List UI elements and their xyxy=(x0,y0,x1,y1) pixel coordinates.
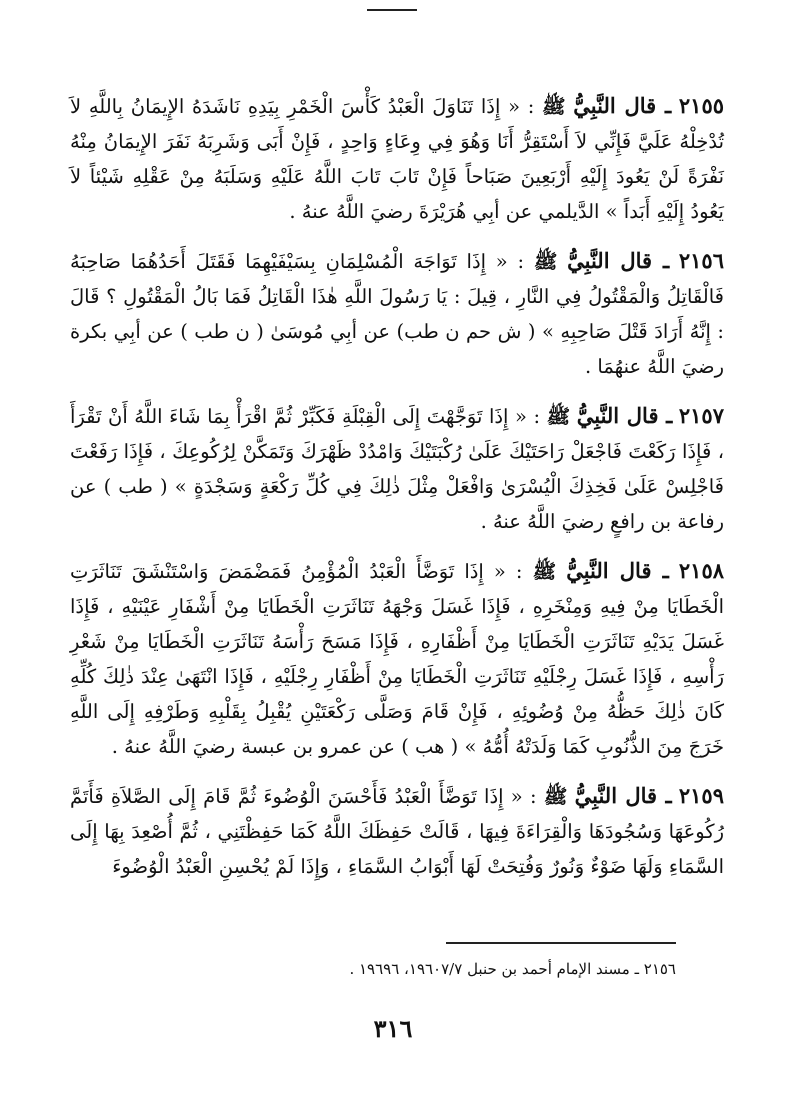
hadith-text: : « إِذَا تَوَضَّأَ الْعَبْدُ الْمُؤْمِنُ فَمَضْمَضَ وَاسْتَنْشَقَ تَنَاثَرَتِ الْخَطَايَا مِنْ فِيهِ وَمِنْخَرِهِ ، فَإِذَا غَسَلَ وَجْهَهُ تَنَاثَرَتِ الْخَطَايَا مِنْ أَشْفَارِ عَيْنَيْهِ ، فَإِذَا غَسَلَ يَدَيْهِ تَنَاثَرَتِ الْخَطَايَا مِنْ أَظْفَارِهِ ، فَإِذَا مَسَحَ رَأْسَهُ تَنَاثَرَتِ الْخَطَايَا مِنْ شَعْرِ رَأْسِهِ ، فَإِذَا غَسَلَ رِجْلَيْهِ تَنَاثَرَتِ الْخَطَايَا مِنْ أَظْفَارِ رِجْلَيْهِ ، فَإِذَا انْتَهَىٰ عِنْدَ ذٰلِكَ كُلِّهِ كَانَ ذٰلِكَ حَظُّهُ مِنْ وُضُوئِهِ ، فَإِنْ قَامَ وَصَلَّى رَكْعَتَيْنِ يُقْبِلُ بِقَلْبِهِ وَطَرْفِهِ إِلَى اللَّهِ خَرَجَ مِنَ الذُّنُوبِ كَمَا وَلَدَتْهُ أُمُّهُ » ( هب ) عن عمرو بن عبسة رضيَ اللَّهُ عنهُ . xyxy=(70,560,724,758)
hadith-2156 xyxy=(70,243,724,384)
hadith-text: : « إِذَا تَوَجَّهْتَ إِلَى الْقِبْلَةِ فَكَبِّرْ ثُمَّ اقْرَأْ بِمَا شَاءَ اللَّهُ أَنْ تَقْرَأَ ، فَإِذَا رَكَعْتَ فَاجْعَلْ رَاحَتَيْكَ عَلَىٰ رُكْبَتَيْكَ وَامْدُدْ ظَهْرَكَ وَتَمَكَّنْ لِرُكُوعِكَ ، فَإِذَا رَفَعْتَ فَاجْلِسْ عَلَىٰ فَخِذِكَ الْيُسْرَىٰ وَافْعَلْ مِثْلَ ذٰلِكَ فِي كُلِّ رَكْعَةٍ وَسَجْدَةٍ » ( طب ) عن رفاعة بن رافعٍ رضيَ اللَّهُ عنهُ . xyxy=(70,405,724,533)
hadith-2155 xyxy=(70,88,724,229)
hadith-heading: ـ قال النَّبِيُّ xyxy=(576,403,673,428)
page-body xyxy=(70,88,724,898)
hadith-number: ٢١٥٦ xyxy=(678,248,724,273)
hadith-text: : « إِذَا تَنَاوَلَ الْعَبْدُ كَأْسَ الْخَمْرِ بِيَدِهِ نَاشَدَهُ الإِيمَانُ بِاللَّهِ لاَ تُدْخِلْهُ عَلَيَّ فَإِنِّي لاَ أَسْتَقِرُّ أَنَا وَهُوَ فِي وِعَاءٍ وَاحِدٍ ، فَإِنْ أَبَى وَشَرِبَهُ نَفَرَ الإِيمَانُ مِنْهُ نَفْرَةً لَنْ يَعُودَ إِلَيْهِ أَرْبَعِينَ صَبَاحاً فَإِنْ تَابَ تَابَ اللَّهُ عَلَيْهِ وَسَلَبَهُ مِنْ عَقْلِهِ شَيْئاً لاَ يَعُودُ إِلَيْهِ أَبَداً » الدَّيلمي عن أبِي هُرَيْرَةَ رضيَ اللَّهُ عنهُ . xyxy=(70,95,724,223)
page-number: ٣١٦ xyxy=(373,1014,413,1043)
footnote-divider xyxy=(446,942,676,944)
honorific-glyph: ﷺ xyxy=(533,250,558,273)
hadith-2158 xyxy=(70,553,724,764)
hadith-heading: ـ قال النَّبِيُّ xyxy=(566,558,669,583)
hadith-heading: ـ قال النَّبِيُّ xyxy=(574,783,672,808)
hadith-text: : « إِذَا تَوَضَّأَ الْعَبْدُ فَأَحْسَنَ الْوُضُوءَ ثُمَّ قَامَ إِلَى الصَّلاَةِ فَأَتَمَّ رُكُوعَهَا وَسُجُودَهَا وَالْقِرَاءَةَ فِيهَا ، قَالَتْ حَفِظَكَ اللَّهُ كَمَا حَفِظْتَنِي ، ثُمَّ أُصْعِدَ بِهَا إِلَى السَّمَاءِ وَلَهَا ضَوْءٌ وَنُورٌ وَفُتِحَتْ لَهَا أَبْوَابُ السَّمَاءِ ، وَإِذَا لَمْ يُحْسِنِ الْعَبْدُ الْوُضُوءَ xyxy=(70,785,724,878)
hadith-number: ٢١٥٧ xyxy=(678,403,724,428)
hadith-text: : « إِذَا تَوَاجَهَ الْمُسْلِمَانِ بِسَيْفَيْهِمَا فَقَتَلَ أَحَدُهُمَا صَاحِبَهُ فَالْقَاتِلُ وَالْمَقْتُولُ فِي النَّارِ ، قِيلَ : يَا رَسُولَ اللَّهِ هٰذَا الْقَاتِلُ فَمَا بَالُ الْمَقْتُولِ ؟ قَالَ : إِنَّهُ أَرَادَ قَتْلَ صَاحِبِهِ » ( ش حم ن طب) عن أبِي مُوسَىٰ ( ن طب ) عن أبِي بكرة رضيَ اللَّهُ عنهُمَا . xyxy=(70,250,724,378)
hadith-2157 xyxy=(70,398,724,539)
honorific-glyph: ﷺ xyxy=(546,405,571,428)
honorific-glyph: ﷺ xyxy=(532,560,557,583)
hadith-number: ٢١٥٨ xyxy=(678,558,725,583)
honorific-glyph: ﷺ xyxy=(543,785,568,808)
hadith-heading: ـ قال النَّبِيُّ xyxy=(567,248,670,273)
hadith-2159 xyxy=(70,778,724,884)
honorific-glyph: ﷺ xyxy=(542,95,566,118)
hadith-number: ٢١٥٥ xyxy=(678,93,725,118)
top-rule xyxy=(367,9,417,11)
footnote: ٢١٥٦ ـ مسند الإمام أحمد بن حنبل ١٩٦٠٧/٧، ١٩٦٩٦ . xyxy=(349,960,676,978)
hadith-heading: ـ قال النَّبِيُّ xyxy=(573,93,672,118)
hadith-number: ٢١٥٩ xyxy=(678,783,724,808)
